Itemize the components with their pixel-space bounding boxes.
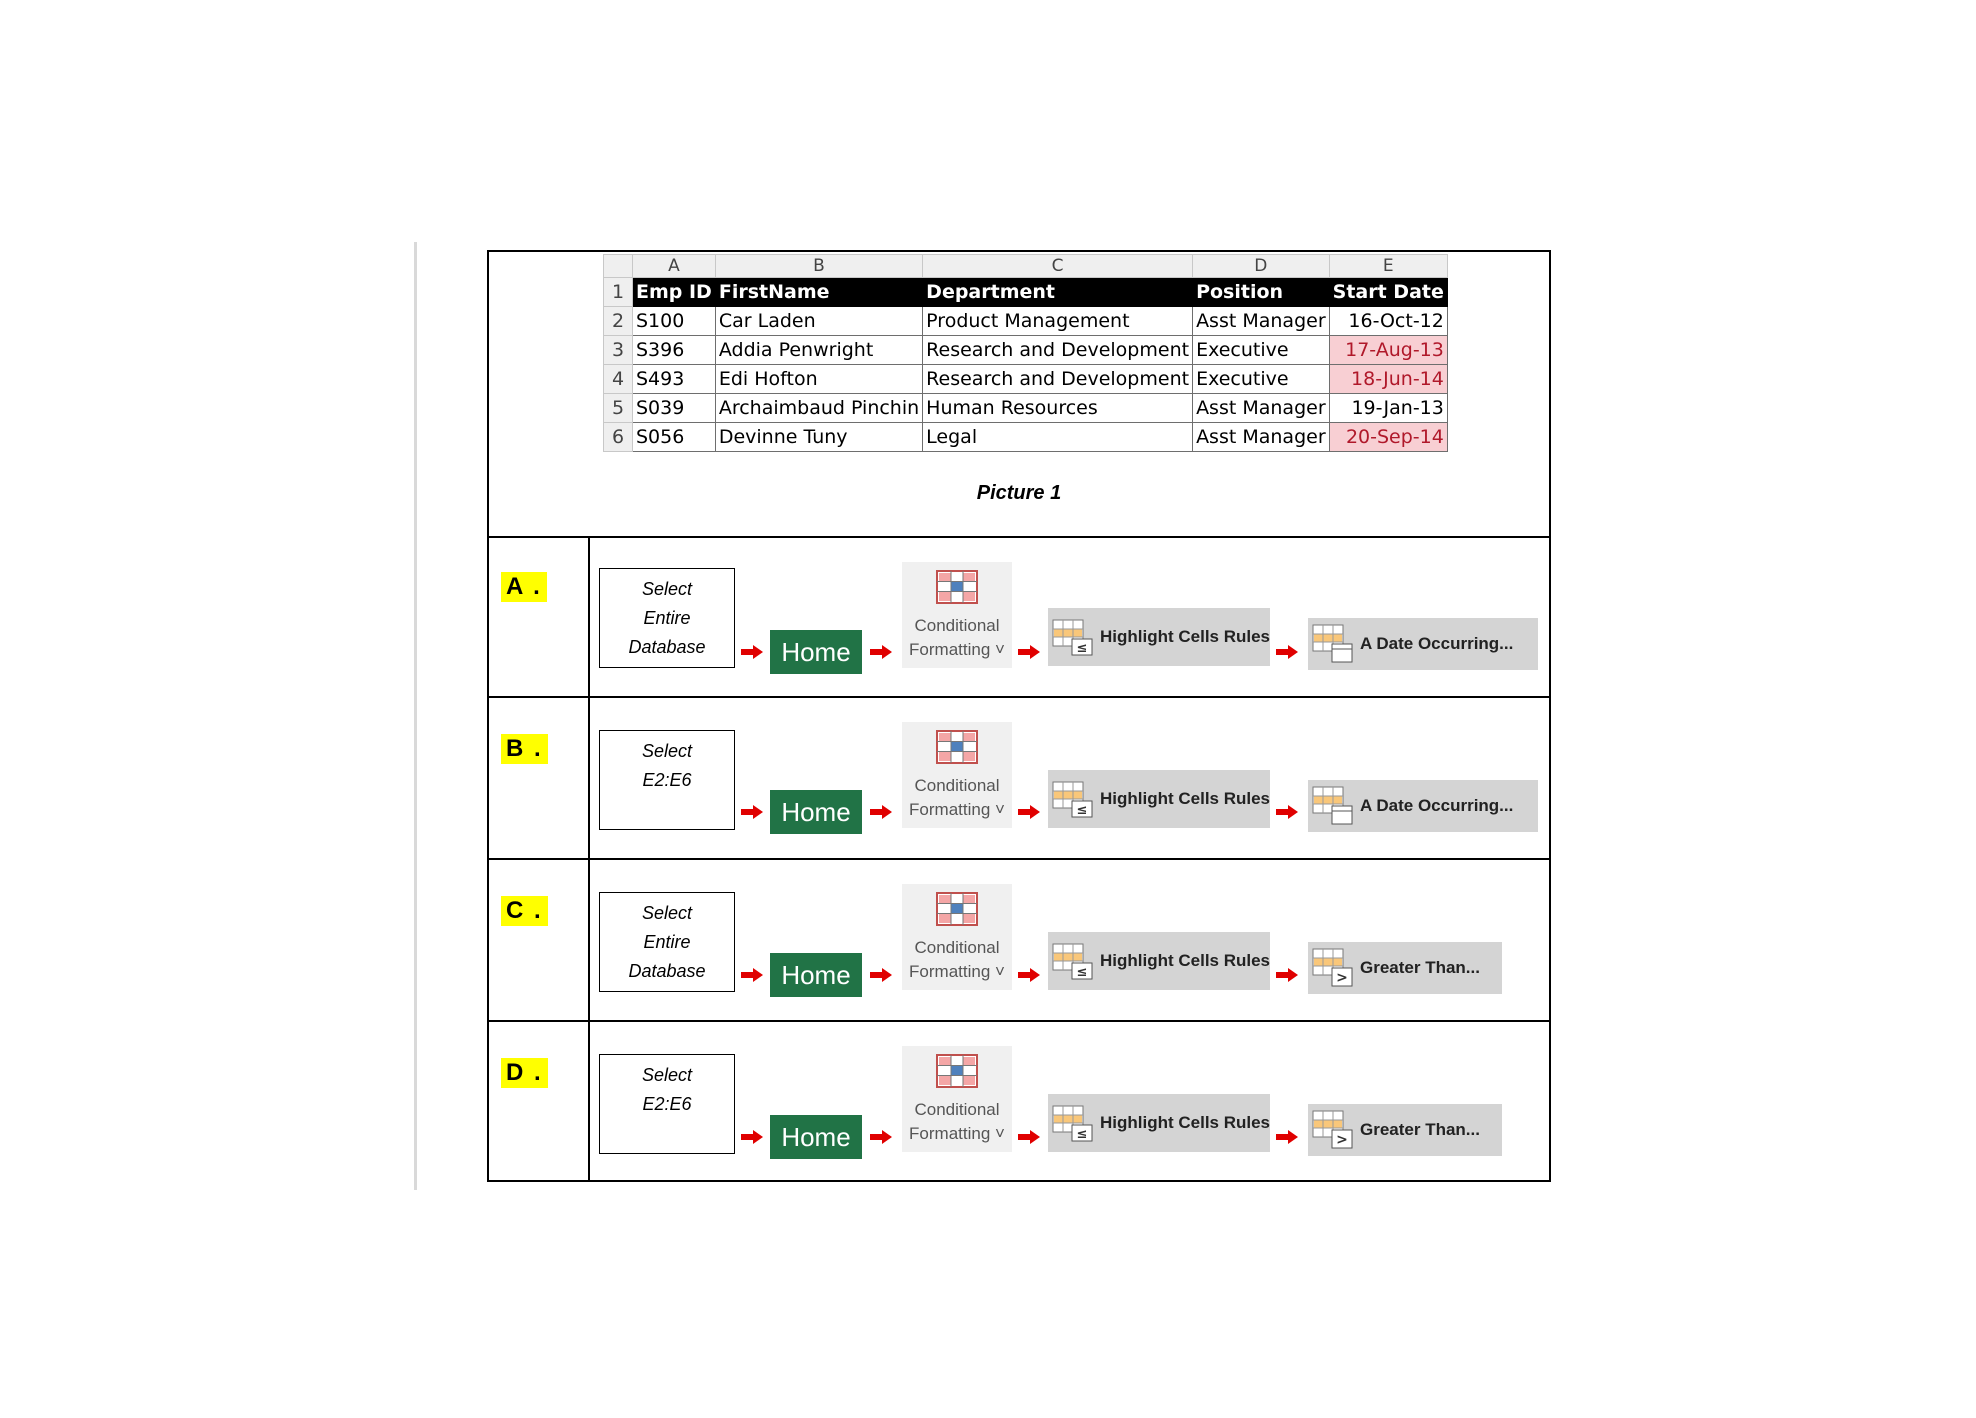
cell-position[interactable]: Asst Manager	[1193, 307, 1330, 336]
option-d-row	[489, 1022, 1549, 1182]
red-arrow-icon	[1018, 645, 1040, 659]
column-header-e[interactable]: E	[1329, 255, 1447, 278]
column-header-b[interactable]: B	[715, 255, 922, 278]
greater-than-label: Greater Than...	[1360, 958, 1480, 977]
select-step-box	[599, 568, 735, 668]
highlight-cells-rules-label: Highlight Cells Rules	[1100, 951, 1271, 970]
conditional-formatting-button[interactable]	[902, 562, 1012, 668]
calendar-icon	[1312, 786, 1356, 826]
highlight-cells-rules-button[interactable]	[1048, 1094, 1270, 1152]
select-step-box	[599, 1054, 735, 1154]
table-row	[604, 307, 1448, 336]
red-arrow-icon	[1018, 1130, 1040, 1144]
row-number[interactable]: 6	[604, 423, 633, 452]
home-tab[interactable]: Home	[770, 953, 862, 997]
left-margin-line	[414, 242, 417, 1190]
cf-label-line1: Conditional	[914, 776, 1000, 795]
highlight-cells-rules-icon	[1052, 619, 1096, 657]
svg-text:>: >	[1336, 1132, 1348, 1148]
greater-than-icon	[1312, 948, 1356, 988]
red-arrow-icon	[1018, 968, 1040, 982]
conditional-formatting-button[interactable]	[902, 884, 1012, 990]
select-line: Select	[641, 1065, 693, 1085]
cf-label-line1: Conditional	[914, 616, 1000, 635]
cell-emp-id[interactable]: S039	[633, 394, 716, 423]
select-step-box	[599, 730, 735, 830]
select-line: E2:E6	[642, 1094, 692, 1114]
highlight-cells-rules-button[interactable]	[1048, 608, 1270, 666]
spreadsheet-table	[603, 254, 1448, 452]
conditional-formatting-icon	[936, 1054, 978, 1088]
picture-section	[489, 252, 1549, 538]
red-arrow-icon	[1018, 805, 1040, 819]
red-arrow-icon	[1276, 1130, 1298, 1144]
select-line: Database	[628, 637, 706, 657]
cell-emp-id[interactable]: S396	[633, 336, 716, 365]
cell-firstname[interactable]: Edi Hofton	[715, 365, 922, 394]
cell-position[interactable]: Executive	[1193, 336, 1330, 365]
svg-text:≤: ≤	[1076, 641, 1088, 656]
cell-start-date[interactable]: 19-Jan-13	[1329, 394, 1447, 423]
cf-label-line2: Formatting ˅	[909, 640, 1005, 659]
option-letter-c[interactable]: C .	[501, 896, 548, 926]
header-cell-position[interactable]: Position	[1193, 278, 1330, 307]
select-line: Select	[641, 579, 693, 599]
option-label-cell	[489, 698, 590, 858]
question-frame	[487, 250, 1551, 1182]
cell-department[interactable]: Legal	[923, 423, 1193, 452]
cell-department[interactable]: Product Management	[923, 307, 1193, 336]
select-line: Select	[641, 741, 693, 761]
conditional-formatting-button[interactable]	[902, 1046, 1012, 1152]
highlight-cells-rules-button[interactable]	[1048, 770, 1270, 828]
cell-start-date-highlighted[interactable]: 18-Jun-14	[1329, 365, 1447, 394]
row-number[interactable]: 2	[604, 307, 633, 336]
table-row	[604, 336, 1448, 365]
cell-department[interactable]: Research and Development	[923, 336, 1193, 365]
select-step-box	[599, 892, 735, 992]
cell-start-date[interactable]: 16-Oct-12	[1329, 307, 1447, 336]
select-line: E2:E6	[642, 770, 692, 790]
header-cell-start-date[interactable]: Start Date	[1329, 278, 1447, 307]
cell-emp-id[interactable]: S100	[633, 307, 716, 336]
row-number[interactable]: 3	[604, 336, 633, 365]
conditional-formatting-button[interactable]	[902, 722, 1012, 828]
a-date-occurring-label: A Date Occurring...	[1360, 634, 1514, 653]
cell-firstname[interactable]: Archaimbaud Pinchin	[715, 394, 922, 423]
header-cell-department[interactable]: Department	[923, 278, 1193, 307]
highlight-cells-rules-icon	[1052, 781, 1096, 819]
cell-position[interactable]: Executive	[1193, 365, 1330, 394]
home-tab[interactable]: Home	[770, 630, 862, 674]
table-row	[604, 365, 1448, 394]
column-header-d[interactable]: D	[1193, 255, 1330, 278]
a-date-occurring-button[interactable]	[1308, 618, 1538, 670]
a-date-occurring-label: A Date Occurring...	[1360, 796, 1514, 815]
option-c-row	[489, 860, 1549, 1022]
column-header-c[interactable]: C	[923, 255, 1193, 278]
greater-than-button[interactable]	[1308, 1104, 1502, 1156]
conditional-formatting-icon	[936, 892, 978, 926]
highlight-cells-rules-label: Highlight Cells Rules	[1100, 627, 1271, 646]
cell-department[interactable]: Research and Development	[923, 365, 1193, 394]
cf-label-line2: Formatting ˅	[909, 800, 1005, 819]
cell-firstname[interactable]: Devinne Tuny	[715, 423, 922, 452]
highlight-cells-rules-icon	[1052, 1105, 1096, 1143]
header-cell-emp-id[interactable]: Emp ID	[633, 278, 716, 307]
option-label-cell	[489, 860, 590, 1020]
column-header-a[interactable]: A	[633, 255, 716, 278]
cell-firstname[interactable]: Addia Penwright	[715, 336, 922, 365]
red-arrow-icon	[1276, 645, 1298, 659]
red-arrow-icon	[1276, 805, 1298, 819]
cell-start-date-highlighted[interactable]: 20-Sep-14	[1329, 423, 1447, 452]
option-letter-d[interactable]: D .	[501, 1058, 548, 1088]
header-cell-firstname[interactable]: FirstName	[715, 278, 922, 307]
select-line: Select	[641, 903, 693, 923]
cell-position[interactable]: Asst Manager	[1193, 394, 1330, 423]
row-number[interactable]: 1	[604, 278, 633, 307]
option-letter-a[interactable]: A .	[501, 572, 547, 602]
cell-department[interactable]: Human Resources	[923, 394, 1193, 423]
select-line: Entire	[643, 608, 691, 628]
red-arrow-icon	[741, 645, 763, 659]
home-tab[interactable]: Home	[770, 790, 862, 834]
red-arrow-icon	[870, 1130, 892, 1144]
svg-text:>: >	[1336, 970, 1348, 986]
cell-emp-id[interactable]: S056	[633, 423, 716, 452]
conditional-formatting-icon	[936, 730, 978, 764]
conditional-formatting-icon	[936, 570, 978, 604]
home-tab[interactable]: Home	[770, 1115, 862, 1159]
cell-start-date-highlighted[interactable]: 17-Aug-13	[1329, 336, 1447, 365]
cf-label-line2: Formatting ˅	[909, 962, 1005, 981]
red-arrow-icon	[741, 1130, 763, 1144]
option-label-cell	[489, 536, 590, 696]
greater-than-button[interactable]	[1308, 942, 1502, 994]
cf-label-line1: Conditional	[914, 938, 1000, 957]
option-b-row	[489, 698, 1549, 860]
cell-firstname[interactable]: Car Laden	[715, 307, 922, 336]
select-line: Entire	[643, 932, 691, 952]
red-arrow-icon	[870, 645, 892, 659]
highlight-cells-rules-icon	[1052, 943, 1096, 981]
row-number[interactable]: 4	[604, 365, 633, 394]
option-a-row	[489, 536, 1549, 698]
picture-caption: Picture 1	[976, 482, 1062, 504]
highlight-cells-rules-label: Highlight Cells Rules	[1100, 1113, 1271, 1132]
red-arrow-icon	[1276, 968, 1298, 982]
red-arrow-icon	[870, 805, 892, 819]
table-row	[604, 394, 1448, 423]
greater-than-label: Greater Than...	[1360, 1120, 1480, 1139]
header-row	[604, 278, 1448, 307]
svg-text:≤: ≤	[1076, 803, 1088, 818]
option-letter-b[interactable]: B .	[501, 734, 548, 764]
table-row	[604, 423, 1448, 452]
svg-text:≤: ≤	[1076, 965, 1088, 980]
option-label-cell	[489, 1022, 590, 1182]
select-all-corner[interactable]	[604, 255, 633, 278]
calendar-icon	[1312, 624, 1356, 664]
red-arrow-icon	[741, 805, 763, 819]
red-arrow-icon	[870, 968, 892, 982]
cell-position[interactable]: Asst Manager	[1193, 423, 1330, 452]
cf-label-line1: Conditional	[914, 1100, 1000, 1119]
cf-label-line2: Formatting ˅	[909, 1124, 1005, 1143]
highlight-cells-rules-button[interactable]	[1048, 932, 1270, 990]
highlight-cells-rules-label: Highlight Cells Rules	[1100, 789, 1271, 808]
svg-text:≤: ≤	[1076, 1127, 1088, 1142]
a-date-occurring-button[interactable]	[1308, 780, 1538, 832]
red-arrow-icon	[741, 968, 763, 982]
cell-emp-id[interactable]: S493	[633, 365, 716, 394]
row-number[interactable]: 5	[604, 394, 633, 423]
select-line: Database	[628, 961, 706, 981]
greater-than-icon	[1312, 1110, 1356, 1150]
column-header-row	[604, 255, 1448, 278]
